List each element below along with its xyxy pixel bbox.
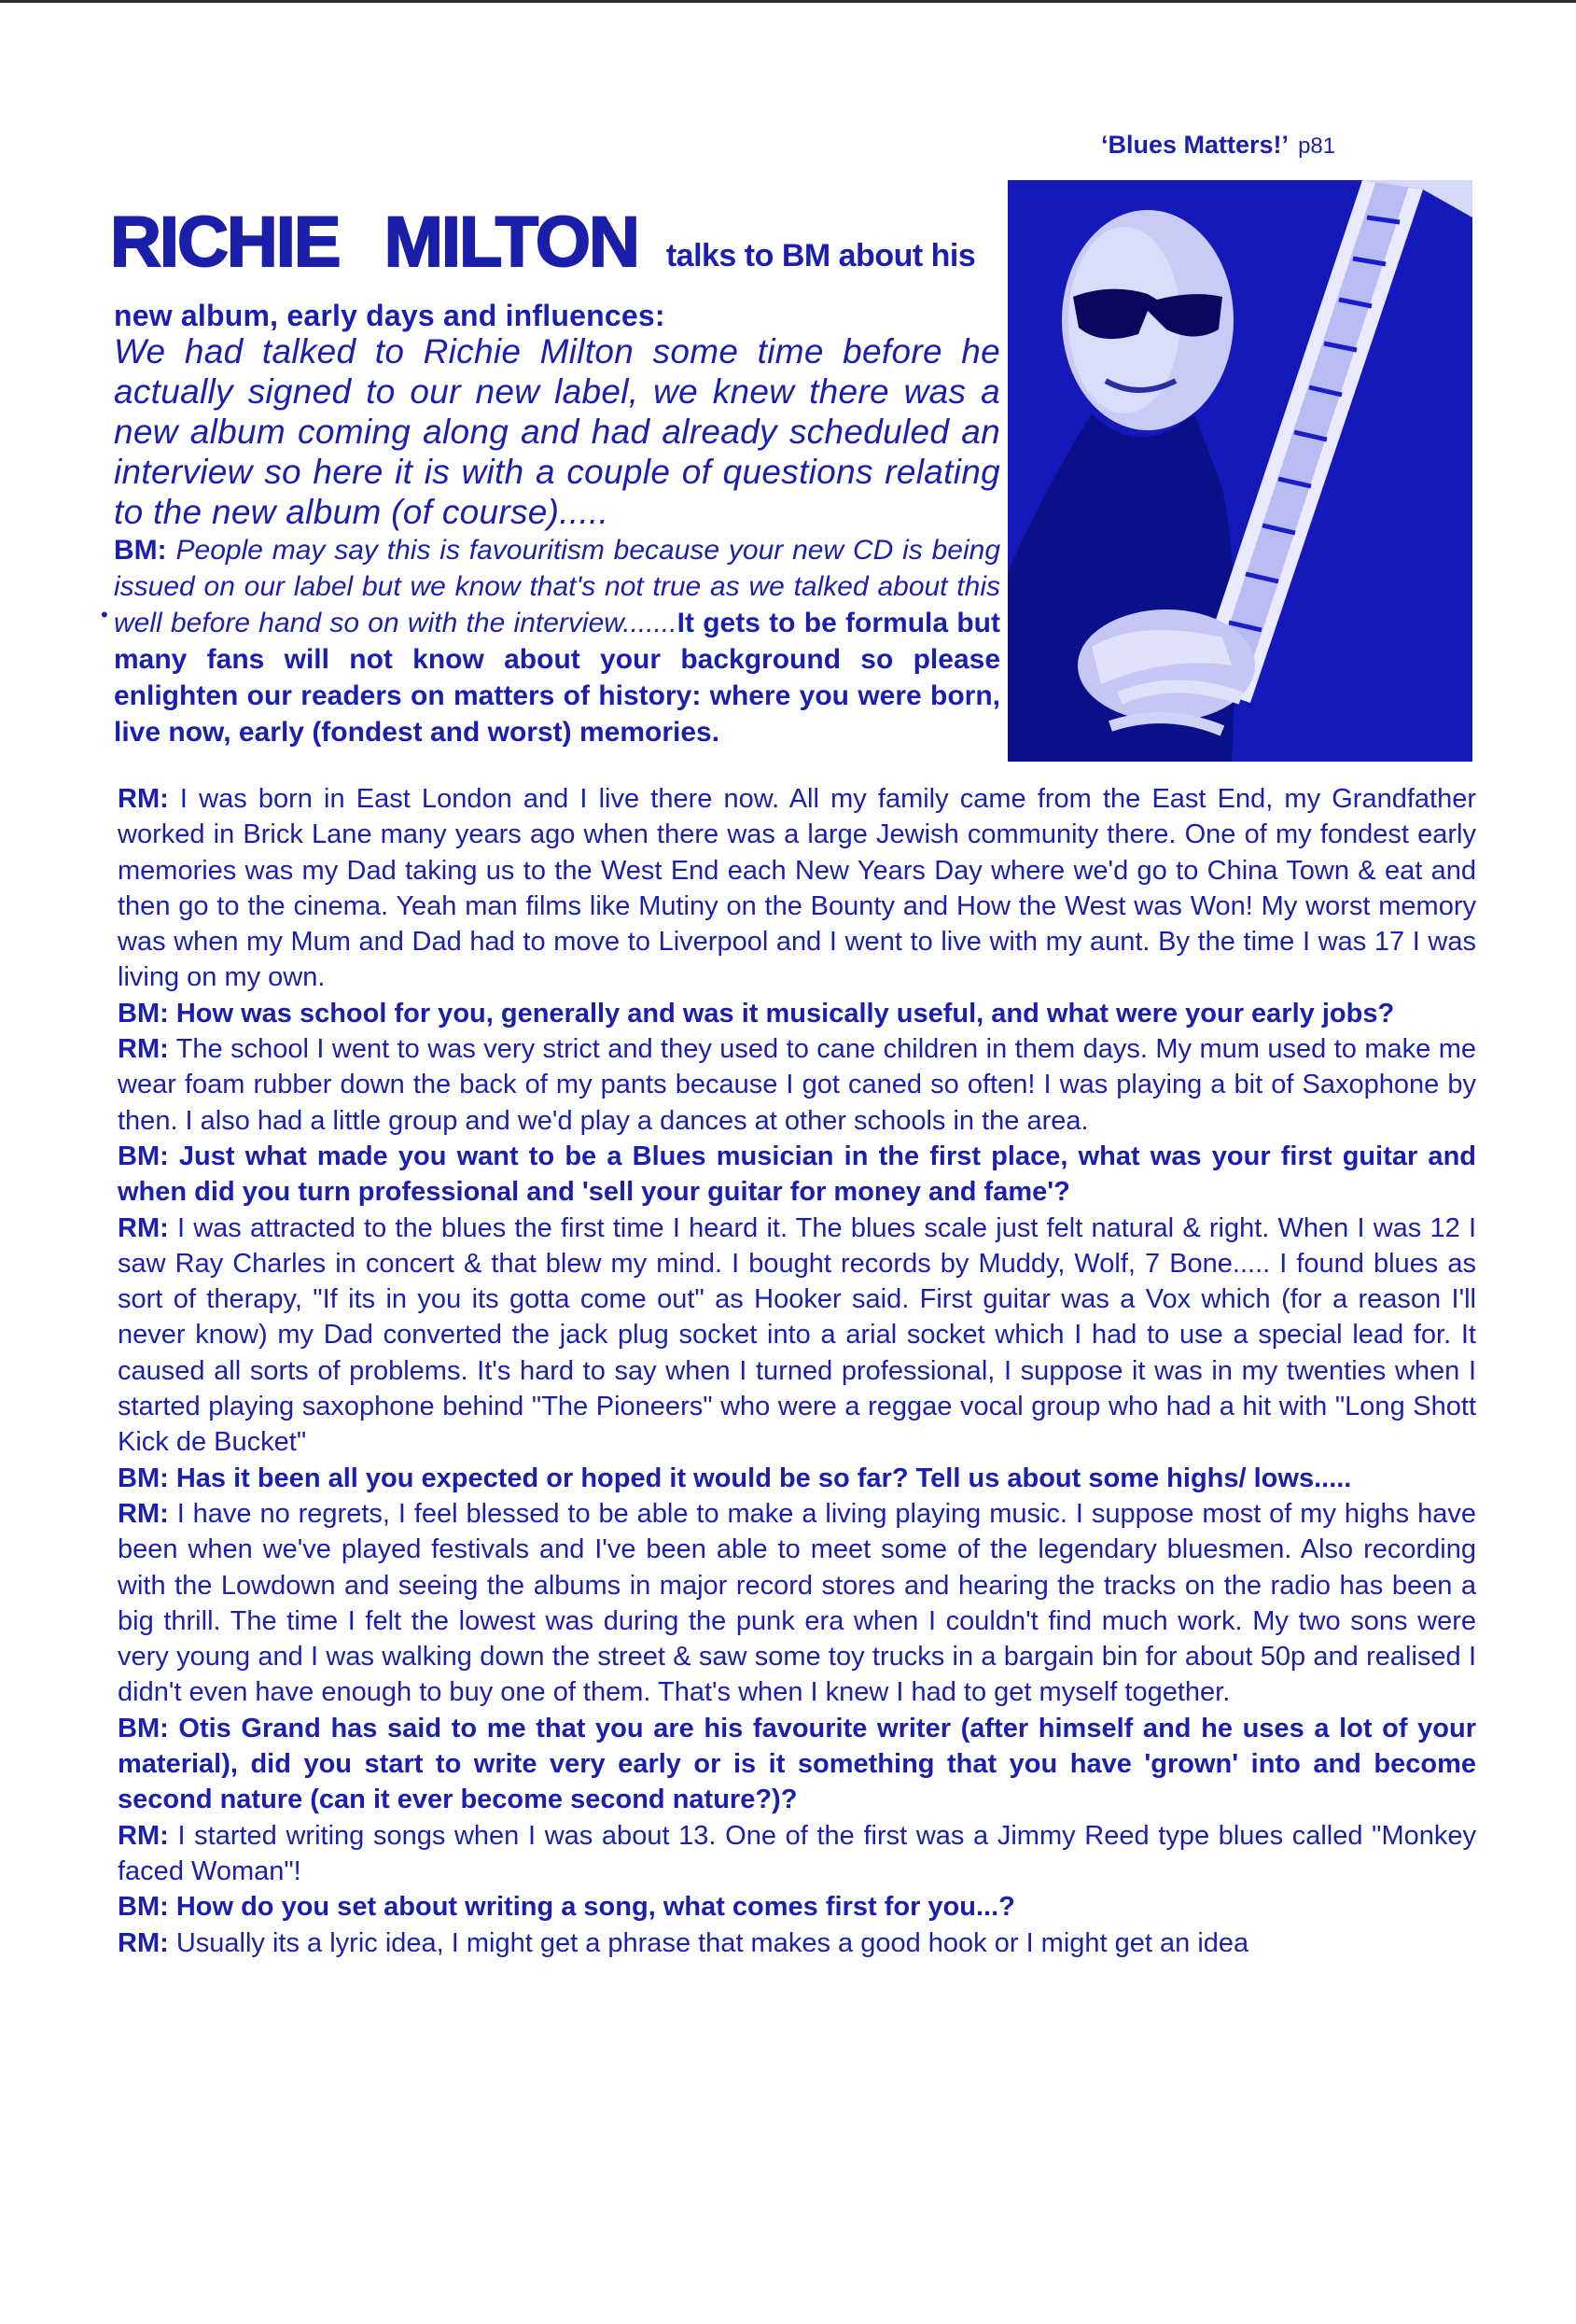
answer-paragraph xyxy=(118,1496,1476,1711)
article-title xyxy=(110,202,1006,282)
answer-paragraph xyxy=(118,1211,1476,1461)
answer-paragraph xyxy=(118,1818,1476,1890)
first-question xyxy=(114,532,1000,750)
question-paragraph: BM: How was school for you, generally and was it musically useful, and what were your early jobs? xyxy=(118,998,1395,1029)
answer-label: RM: xyxy=(118,1212,169,1243)
answer-paragraph xyxy=(118,781,1476,996)
answer-text: Usually its a lyric idea, I might get a phrase that makes a good hook or I might get an idea xyxy=(175,1927,1249,1958)
first-question-label: BM: xyxy=(114,535,167,566)
top-rule xyxy=(0,0,1576,3)
answer-paragraph xyxy=(118,1925,1476,1961)
answer-label: RM: xyxy=(118,1820,169,1851)
answer-label: RM: xyxy=(118,1498,169,1529)
answer-text: I was attracted to the blues the first time I heard it. The blues scale just felt natural & right. When I was 12 I saw Ray Charles in concert & that blew my mind. I bought records by Muddy, Wolf, 7 Bone..... I found blues as sort of therapy, "If its in you its gotta come out" as Hooker said. First guitar was a Vox which (for a reason I'll never know) my Dad converted the jack plug socket into a arial socket which I had to use a special lead for. It caused all sorts of problems. It's hard to say when I turned professional, I suppose it was in my twenties when I started playing saxophone behind "The Pioneers" who were a reggae vocal group who had a hit with "Long Shott Kick de Bucket" xyxy=(118,1212,1476,1458)
magazine-name: ‘Blues Matters!’ xyxy=(1101,131,1290,159)
title-tagline: talks to BM about his xyxy=(665,238,976,273)
interview-body xyxy=(118,781,1476,1961)
first-question-italic: People may say this is favouritism because your new CD is being issued on our label but we know that's not true as we talked about this well before hand so on with the interview....... xyxy=(114,535,1000,638)
question-paragraph: BM: Just what made you want to be a Blues musician in the first place, what was your first guitar and when did you turn professional and 'sell your guitar for money and fame'? xyxy=(118,1141,1476,1208)
guitarist-photo-svg xyxy=(1008,180,1472,762)
artist-first-name: RICHIE xyxy=(110,203,340,282)
answer-text: I was born in East London and I live there now. All my family came from the East End, my Grandfather worked in Brick Lane many years ago when there was a large Jewish community there. One of my fondest early memories was my Dad taking us to the West End each New Years Day where we'd go to China Town & eat and then go to the cinema. Yeah man films like Mutiny on the Bounty and How the West was Won! My worst memory was when my Mum and Dad had to move to Liverpool and I went to live with my aunt. By the time I was 17 I was living on my own. xyxy=(118,784,1476,993)
answer-text: The school I went to was very strict and they used to cane children in them days. My mum used to make me wear foam rubber down the back of my pants because I got caned so often! I was playing a bit of Saxophone by then. I also had a little group and we'd play a dances at other schools in the area. xyxy=(118,1034,1476,1136)
page-number: p81 xyxy=(1298,133,1336,159)
stray-mark: • xyxy=(101,603,108,626)
intro-paragraph: We had talked to Richie Milton some time before he actually signed to our new label, we knew there was a new album coming along and had already scheduled an interview so here it is with a couple of questions relating to the new album (of course)..... xyxy=(114,332,1000,531)
answer-paragraph xyxy=(118,1031,1476,1139)
artist-photo xyxy=(1008,180,1472,762)
question-paragraph: BM: Otis Grand has said to me that you are his favourite writer (after himself and he uses a lot of your material), did you start to write very early or is it something that you have 'grown' into and become second nature (can it ever become second nature?)? xyxy=(118,1713,1476,1815)
first-question-bold: It gets to be formula but many fans will not know about your background so please enlighten our readers on matters of history: where you were born, live now, early (fondest and worst) memories. xyxy=(114,608,1000,748)
answer-label: RM: xyxy=(118,784,169,814)
lede-line: new album, early days and influences: xyxy=(114,299,665,332)
answer-text: I have no regrets, I feel blessed to be able to make a living playing music. I suppose most of my highs have been when we've played festivals and I've been able to meet some of the legendary bluesmen. Also recording with the Lowdown and seeing the albums in major record stores and hearing the tracks on the radio has been a big thrill. The time I felt the lowest was during the punk era when I couldn't find much work. My two sons were very young and I was walking down the street & saw some toy trucks in a bargain bin for about 50p and realised I didn't even have enough to buy one of them. That's when I knew I had to get myself together. xyxy=(118,1498,1476,1708)
question-paragraph: BM: How do you set about writing a song, what comes first for you...? xyxy=(118,1892,1015,1923)
answer-text: I started writing songs when I was about 13. One of the first was a Jimmy Reed type blues called "Monkey faced Woman"! xyxy=(118,1820,1476,1886)
page-header xyxy=(1101,131,1381,160)
artist-last-name: MILTON xyxy=(384,203,638,282)
question-paragraph: BM: Has it been all you expected or hoped it would be so far? Tell us about some highs/ lows..... xyxy=(118,1463,1352,1493)
answer-label: RM: xyxy=(118,1034,169,1065)
answer-label: RM: xyxy=(118,1927,169,1958)
